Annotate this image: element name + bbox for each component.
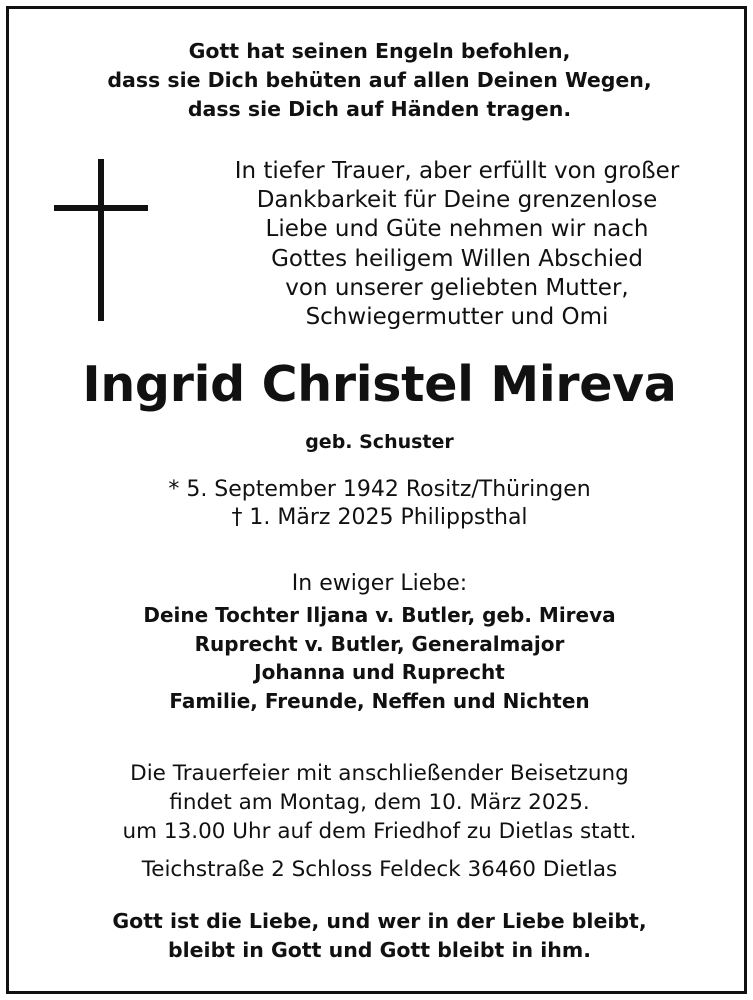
cross-horizontal-bar [54,205,148,211]
service-info [9,759,750,846]
intro-line: Dankbarkeit für Deine grenzenlose [256,187,658,214]
mourner-line: Ruprecht v. Butler, Generalmajor [194,631,565,656]
mourner-line: Familie, Freunde, Neffen und Nichten [169,688,590,713]
death-date: † 1. März 2025 Philippsthal [231,505,528,530]
closing-line: Gott ist die Liebe, und wer in der Liebe bleibt, [112,909,647,933]
closing-line: bleibt in Gott und Gott bleibt in ihm. [167,938,592,962]
intro-line: Liebe und Güte nehmen wir nach [265,216,649,243]
mourners-list [9,601,750,715]
cross-icon [54,159,148,321]
mourner-line: Deine Tochter Iljana v. Butler, geb. Mireva [143,603,616,627]
verse-line: dass sie Dich auf Händen tragen. [187,97,572,121]
birth-date: * 5. September 1942 Rositz/Thüringen [168,477,591,502]
intro-line: Schwiegermutter und Omi [305,304,609,331]
obituary-notice [6,6,747,994]
intro-line: von unserer geliebten Mutter, [285,274,629,301]
service-line: Die Trauerfeier mit anschließender Beisetzung [130,761,629,786]
service-line: findet am Montag, dem 10. März 2025. [169,790,590,815]
closing-verse [9,907,750,965]
deceased-name: Ingrid Christel Mireva [82,356,677,413]
intro-text [177,157,737,332]
address: Teichstraße 2 Schloss Feldeck 36460 Dietlas [141,857,618,882]
service-line: um 13.00 Uhr auf dem Friedhof zu Dietlas statt. [122,819,637,844]
mourners-label: In ewiger Liebe: [291,571,468,596]
mourner-line: Johanna und Ruprecht [254,660,505,685]
birth-name: geb. Schuster [305,431,454,453]
intro-line: In tiefer Trauer, aber erfüllt von großer [234,158,680,184]
verse-line: Gott hat seinen Engeln befohlen, [188,39,571,63]
life-dates [9,476,750,532]
verse-line: dass sie Dich behüten auf allen Deinen Wegen, [107,68,652,92]
cross-vertical-bar [98,159,104,321]
bible-verse [9,37,750,124]
intro-line: Gottes heiligem Willen Abschied [271,245,643,272]
